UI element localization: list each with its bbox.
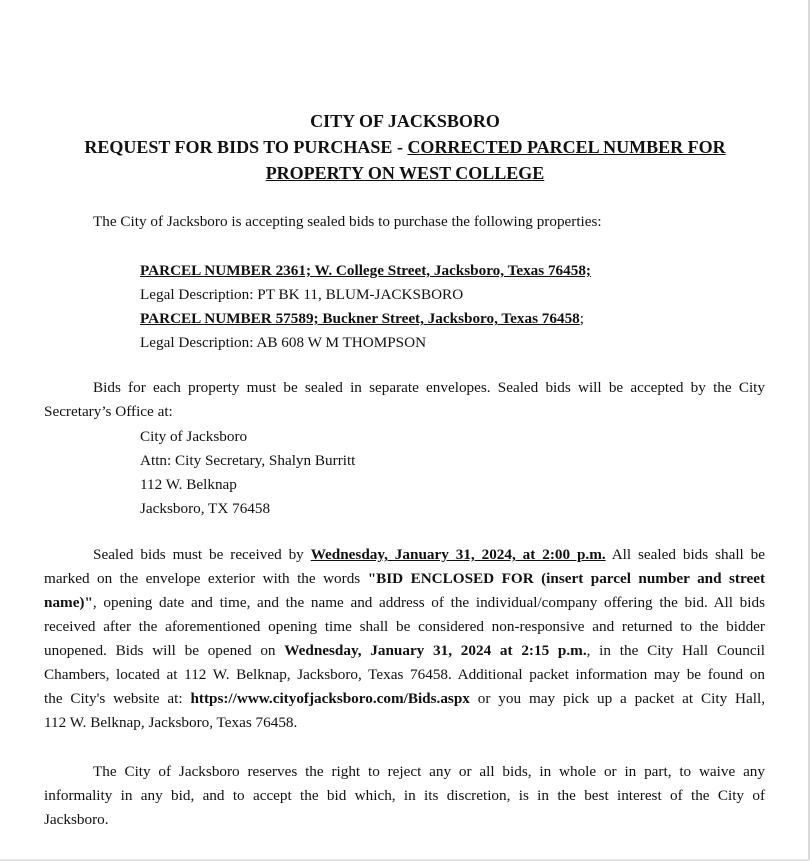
- parcel-57589-legal: Legal Description: AB 608 W M THOMPSON: [140, 334, 427, 351]
- pickup-text: or you may pick up a packet at City Hall,: [469, 690, 765, 707]
- address-line-3: 112 W. Belknap: [140, 476, 237, 493]
- deadline-para-line-6: Chambers, located at 112 W. Belknap, Jacksboro, Texas 76458. Additional packet information may be found on: [44, 666, 765, 683]
- request-title: [0, 134, 810, 160]
- bid-opening-time: Wednesday, January 31, 2024 at 2:15 p.m.: [284, 642, 587, 659]
- intro-text: The City of Jacksboro is accepting sealed bids to purchase the following properties:: [93, 213, 602, 230]
- envelope-details: , opening date and time, and the name and address of the individual/company offering the bid. All bids: [92, 594, 765, 611]
- parcel-2361-legal: Legal Description: PT BK 11, BLUM-JACKSBORO: [140, 286, 464, 303]
- address-line-2: Attn: City Secretary, Shalyn Burritt: [140, 452, 356, 469]
- opening-location: , in the City Hall Council: [586, 642, 765, 659]
- envelope-text: marked on the envelope exterior with the words: [44, 570, 368, 587]
- parcel-57589-label-line: [140, 307, 584, 331]
- parcel-57589-semicolon: ;: [579, 310, 584, 327]
- reserve-para-line-2: informality in any bid, and to accept the bid which, in its discretion, is in the best interest of the City of: [44, 787, 765, 804]
- bids-url[interactable]: https://www.cityofjacksboro.com/Bids.aspx: [190, 690, 470, 707]
- request-title-property: PROPERTY ON WEST COLLEGE: [265, 163, 545, 183]
- reserve-para-line-1: The City of Jacksboro reserves the right to reject any or all bids, in whole or in part, to waive any: [93, 763, 765, 780]
- opening-text: unopened. Bids will be opened on: [44, 642, 285, 659]
- deadline-para-line-1: [93, 543, 765, 567]
- request-title-plain: REQUEST FOR BIDS TO PURCHASE -: [84, 137, 408, 157]
- deadline-text-end: All sealed bids shall be: [605, 546, 765, 563]
- bids-para-line-2: Secretary’s Office at:: [44, 403, 173, 420]
- deadline-para-line-5: [44, 639, 765, 663]
- website-text: the City's website at:: [44, 690, 191, 707]
- parcel-2361-label: PARCEL NUMBER 2361; W. College Street, Jacksboro, Texas 76458;: [140, 262, 591, 279]
- deadline-para-line-2: [44, 567, 765, 591]
- request-title-corrected: CORRECTED PARCEL NUMBER FOR: [407, 137, 726, 157]
- bids-para-line-1: Bids for each property must be sealed in separate envelopes. Sealed bids will be accepted by the City: [93, 379, 765, 396]
- envelope-wording: "BID ENCLOSED FOR (insert parcel number and street: [367, 570, 765, 587]
- deadline-para-line-4: received after the aforementioned opening time shall be considered non-responsive and returned to the bidder: [44, 618, 765, 635]
- bid-deadline: Wednesday, January 31, 2024, at 2:00 p.m.: [310, 546, 606, 563]
- reserve-para-line-3: Jacksboro.: [44, 811, 109, 828]
- deadline-para-line-7: [44, 687, 765, 711]
- address-line-4: Jacksboro, TX 76458: [140, 500, 271, 517]
- parcel-57589-label: PARCEL NUMBER 57589; Buckner Street, Jacksboro, Texas 76458: [140, 310, 580, 327]
- city-heading: CITY OF JACKSBORO: [310, 111, 500, 131]
- deadline-para-line-8: 112 W. Belknap, Jacksboro, Texas 76458.: [44, 714, 298, 731]
- deadline-text: Sealed bids must be received by: [93, 546, 311, 563]
- address-line-1: City of Jacksboro: [140, 428, 248, 445]
- deadline-para-line-3: [44, 591, 765, 615]
- envelope-wording-end: name)": [44, 594, 93, 611]
